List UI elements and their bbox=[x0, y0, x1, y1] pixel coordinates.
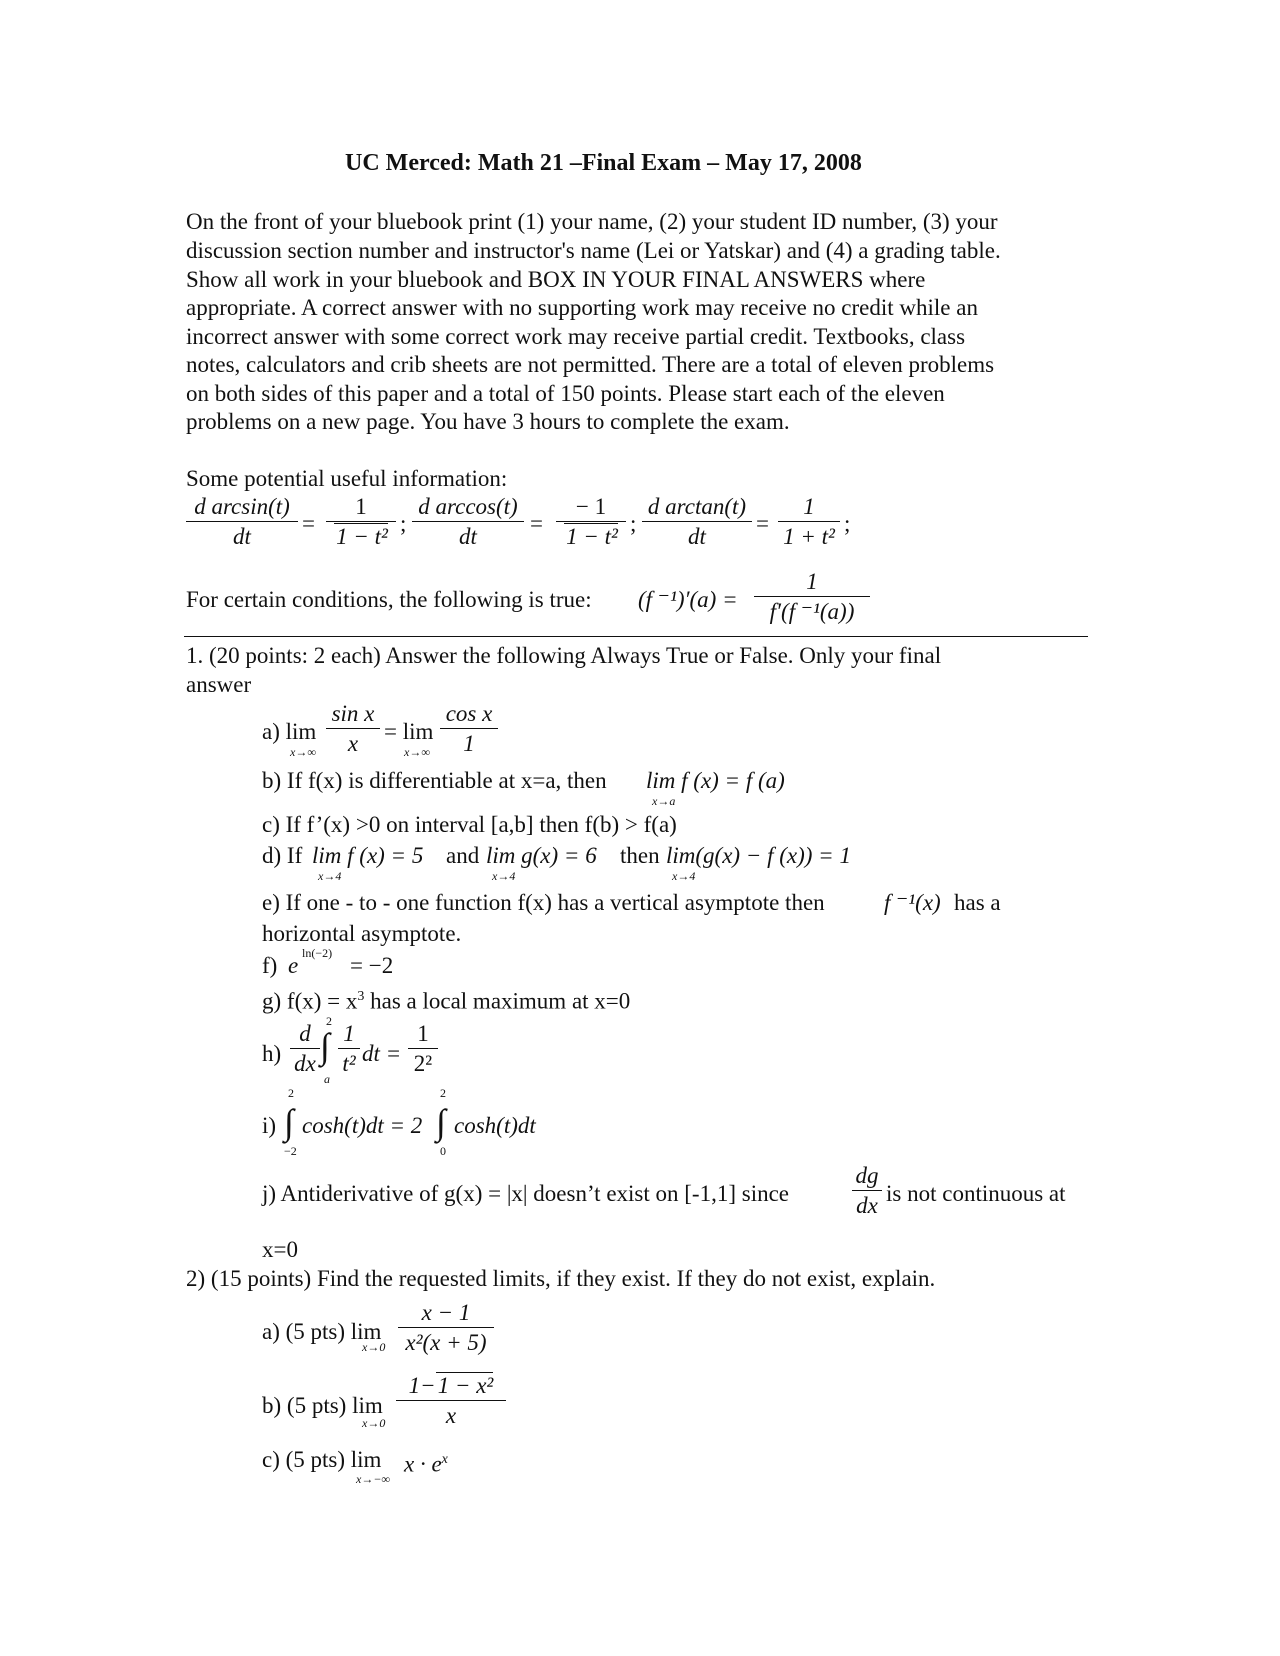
problem1-heading: 1. (20 points: 2 each) Answer the following Always True or False. Only your final bbox=[186, 643, 942, 668]
item-f-exponent: ln(−2) bbox=[302, 946, 333, 960]
inverse-derivative-text: For certain conditions, the following is true: bbox=[186, 587, 592, 612]
item-d-limit1: lim f (x) = 5 bbox=[312, 843, 424, 868]
item-e-text-end: has a bbox=[954, 890, 1001, 915]
item-i-upper-limit: 2 bbox=[288, 1086, 294, 1100]
item-f-base: e bbox=[288, 953, 299, 978]
arctan-derivative-rhs: 1 1 + t² bbox=[778, 493, 840, 550]
item-h-lower-limit: a bbox=[324, 1072, 330, 1086]
item-b-math: lim f (x) = f (a) bbox=[646, 768, 785, 793]
item-h-dt: dt = bbox=[362, 1041, 402, 1066]
problem2-c-label: c) (5 pts) lim bbox=[262, 1447, 382, 1472]
instruction-line: appropriate. A correct answer with no supporting work may receive no credit while an bbox=[186, 295, 978, 320]
item-c-text: c) If f’(x) >0 on interval [a,b] then f(b) > f(a) bbox=[262, 812, 677, 837]
problem2-c-exponent: x bbox=[441, 1452, 448, 1467]
problem2-b-label: b) (5 pts) lim bbox=[262, 1393, 383, 1418]
item-h-integrand: 1 t² bbox=[338, 1020, 360, 1077]
integral-sign-icon: ∫ bbox=[320, 1026, 330, 1066]
item-d-limit3: lim(g(x) − f (x)) = 1 bbox=[666, 843, 851, 868]
item-h-upper-limit: 2 bbox=[326, 1014, 332, 1028]
item-h-derivative: d dx bbox=[290, 1020, 320, 1077]
equals-sign: = bbox=[530, 511, 543, 536]
item-f-label: f) bbox=[262, 953, 278, 978]
item-g-func: g) f(x) = x bbox=[262, 988, 358, 1014]
separator: ; bbox=[844, 511, 851, 536]
item-g-rest: has a local maximum at x=0 bbox=[370, 988, 631, 1014]
item-i-body: cosh(t)dt bbox=[454, 1113, 536, 1138]
item-g-text bbox=[262, 983, 630, 1015]
arctan-derivative-lhs: d arctan(t) dt bbox=[642, 493, 752, 550]
instruction-line: Show all work in your bluebook and BOX IN YOUR FINAL ANSWERS where bbox=[186, 267, 926, 292]
item-a-label: a) lim bbox=[262, 719, 317, 744]
problem2-a-label: a) (5 pts) lim bbox=[262, 1319, 382, 1344]
problem2-a-fraction: x − 1 x²(x + 5) bbox=[398, 1299, 494, 1356]
separator: ; bbox=[630, 511, 637, 536]
item-j-text: j) Antiderivative of g(x) = |x| doesn’t exist on [-1,1] since bbox=[262, 1181, 790, 1206]
item-d-limit2: lim g(x) = 6 bbox=[486, 843, 597, 868]
item-d-subscript: x→4 bbox=[492, 869, 516, 883]
item-f-rhs: = −2 bbox=[350, 953, 394, 978]
arccos-derivative-rhs: − 1 1 − t² bbox=[556, 493, 626, 550]
item-b-text: b) If f(x) is differentiable at x=a, then bbox=[262, 768, 607, 793]
item-a-subscript: x→∞ bbox=[290, 745, 316, 759]
problem2-heading: 2) (15 points) Find the requested limits, if they exist. If they do not exist, explain. bbox=[186, 1266, 936, 1291]
item-i-label: i) bbox=[262, 1113, 277, 1138]
item-a-frac2: cos x 1 bbox=[440, 700, 498, 757]
item-i-upper-limit: 2 bbox=[440, 1086, 446, 1100]
integral-sign-icon: ∫ bbox=[436, 1102, 446, 1142]
info-heading: Some potential useful information: bbox=[186, 466, 508, 491]
item-j-derivative: dg dx bbox=[852, 1162, 882, 1219]
item-a-equals: = lim bbox=[384, 719, 434, 744]
page-title: UC Merced: Math 21 –Final Exam – May 17, 2008 bbox=[345, 150, 862, 176]
item-d-and: and bbox=[446, 843, 480, 868]
problem2-a-subscript: x→0 bbox=[362, 1340, 386, 1354]
item-i-body: cosh(t)dt = 2 bbox=[302, 1113, 423, 1138]
integral-sign-icon: ∫ bbox=[284, 1102, 294, 1142]
inverse-derivative-lhs: (f ⁻¹)′(a) = bbox=[638, 587, 738, 612]
item-b-subscript: x→a bbox=[652, 794, 676, 808]
instruction-line: problems on a new page. You have 3 hours to complete the exam. bbox=[186, 409, 790, 434]
item-i-lower-limit: 0 bbox=[440, 1144, 446, 1158]
item-d-subscript: x→4 bbox=[672, 869, 696, 883]
item-e-text: e) If one - to - one function f(x) has a vertical asymptote then bbox=[262, 890, 825, 915]
item-i-lower-limit: −2 bbox=[284, 1144, 297, 1158]
problem2-c-body bbox=[404, 1446, 448, 1478]
item-g-exponent: 3 bbox=[357, 989, 365, 1004]
item-d-then: then bbox=[620, 843, 660, 868]
item-j-text-cont: x=0 bbox=[262, 1237, 298, 1262]
instruction-line: On the front of your bluebook print (1) your name, (2) your student ID number, (3) your bbox=[186, 209, 998, 234]
item-d-text: d) If bbox=[262, 843, 303, 868]
instruction-line: notes, calculators and crib sheets are not permitted. There are a total of eleven problems bbox=[186, 352, 995, 377]
instruction-line: discussion section number and instructor's name (Lei or Yatskar) and (4) a grading table. bbox=[186, 238, 1001, 263]
arccos-derivative-lhs: d arccos(t) dt bbox=[412, 493, 524, 550]
problem2-b-fraction: 1−1 − x² x bbox=[396, 1372, 506, 1429]
section-divider bbox=[184, 636, 1088, 637]
problem2-c-expression: x · e bbox=[404, 1451, 442, 1477]
arcsin-derivative-lhs: d arcsin(t) dt bbox=[186, 493, 298, 550]
separator: ; bbox=[400, 511, 407, 536]
instruction-line: incorrect answer with some correct work may receive partial credit. Textbooks, class bbox=[186, 324, 966, 349]
instruction-line: on both sides of this paper and a total of 150 points. Please start each of the eleven bbox=[186, 381, 945, 406]
item-a-frac1: sin x x bbox=[326, 700, 380, 757]
problem1-heading-cont: answer bbox=[186, 672, 252, 697]
item-h-rhs: 1 2² bbox=[408, 1020, 438, 1077]
problem2-b-subscript: x→0 bbox=[362, 1416, 386, 1430]
equals-sign: = bbox=[302, 511, 315, 536]
equals-sign: = bbox=[756, 511, 769, 536]
inverse-derivative-rhs: 1 f′(f ⁻¹(a)) bbox=[754, 568, 870, 625]
problem2-c-subscript: x→−∞ bbox=[356, 1472, 390, 1486]
item-h-label: h) bbox=[262, 1041, 282, 1066]
item-d-subscript: x→4 bbox=[318, 869, 342, 883]
item-e-math: f ⁻¹(x) bbox=[884, 890, 941, 915]
item-j-text-end: is not continuous at bbox=[886, 1181, 1066, 1206]
arcsin-derivative-rhs: 1 1 − t² bbox=[326, 493, 396, 550]
item-e-text-cont: horizontal asymptote. bbox=[262, 921, 462, 946]
item-a-subscript: x→∞ bbox=[404, 745, 430, 759]
